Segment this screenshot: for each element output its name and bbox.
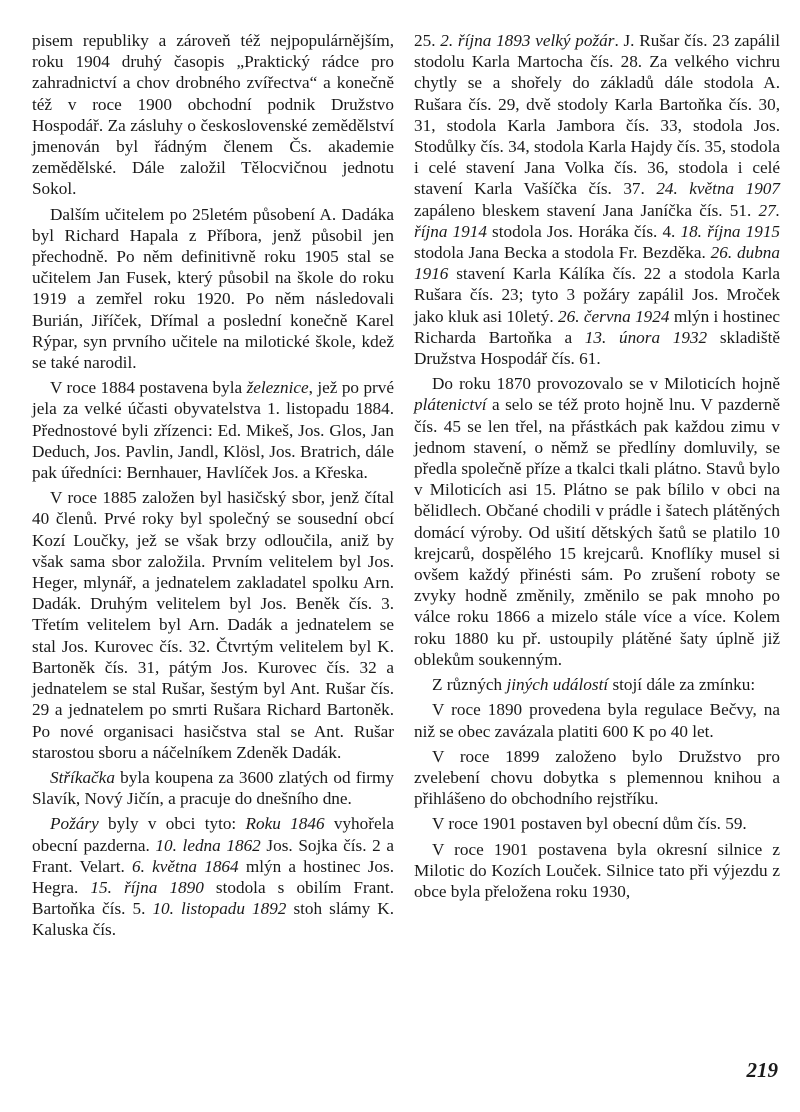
- paragraph: [32, 377, 394, 483]
- paragraph: [414, 699, 780, 741]
- italic-text: Požáry: [50, 814, 99, 834]
- text-run: V roce 1890 provedena byla regulace Bečvy, na niž se obec zavázala platiti 600 K po 40 let.: [414, 700, 780, 741]
- italic-text: 10. listopadu 1892: [152, 899, 287, 919]
- text-run: Dalším učitelem po 25letém působení A. Dadáka byl Richard Hapala z Příbora, jenž působil jen přechodně. Po něm definitivně roku 1905 stal se učitelem Jan Fusek, který působil na škole do roku 1919 a zemřel roku 1920. Po něm následovali Burián, Jiříček, Dřímal a poslední konečně Karel Rýpar, syn prvního učitele na milotické škole, kdež se také narodil.: [32, 204, 394, 373]
- italic-text: 15. října 1890: [90, 877, 204, 897]
- text-run: V roce 1885 založen byl hasičský sbor, jenž čítal 40 členů. Prvé roky byl společný se sousední obcí Kozí Loučky, jež se však brzy odloučila, aniž by však sama sbor založila. Prvním velitelem byl Jos. Heger, mlynář, a jednatelem zakladatel spolku Arn. Dadák. Druhým velitelem byl Jos. Beněk čís. 3. Třetím velitelem byl Arn. Dadák a jednatelem se stal Jos. Kurovec čís. 32. Čtvrtým velitelem byl K. Bartoněk čís. 31, pátým Jos. Kurovec čís. 32 a jednatelem se stal Rušar, šestým byl Ant. Rušar čís. 29 a jednatelem po smrti Rušara Richard Bartoněk. Po nové organisaci hasičstva stal se Ant. Rušar starostou sboru a náčelníkem Zdeněk Dadák.: [32, 488, 394, 762]
- italic-text: 2. října 1893 velký požár: [440, 31, 615, 50]
- text-run: stavení Karla Kálíka čís. 22 a stodola Karla Rušara čís. 23; tyto 3 požáry zapálil Jos. Mroček jako kluk asi 10letý.: [414, 264, 780, 326]
- text-run: stodola Jana Becka a stodola Fr. Bezděka.: [414, 243, 711, 263]
- text-run: stoh slámy K. Kaluska čís.: [32, 899, 394, 940]
- text-run: , jež po prvé jela za velké účasti obyvatelstva 1. listopadu 1884. Přednostové byli zřízenci: Ed. Mikeš, Jos. Glos, Jan Deduch, Jos. Pavlin, Jandl, Klösl, Jos. Bratrich, dále pak úředníci: Bernhauer, Havlíček Jos. a Křeska.: [32, 378, 394, 483]
- text-run: stodola Jos. Horáka čís. 4.: [486, 221, 681, 241]
- paragraph: [414, 674, 780, 695]
- text-run: byla koupena za 3600 zlatých od firmy Slavík, Nový Jičín, a pracuje do dnešního dne.: [32, 767, 394, 809]
- text-run: zapáleno bleskem stavení Jana Janíčka čís. 51.: [414, 200, 759, 220]
- text-run: V roce 1901 postavena byla okresní silnice z Milotic do Kozích Louček. Silnice tato při výjezdu z obce byla přeložena roku 1930,: [414, 839, 780, 901]
- text-run: 25.: [414, 31, 441, 50]
- text-run: V roce 1899 založeno bylo Družstvo pro zvelebení chovu dobytka s plemennou knihou a přihlášeno do obchodního rejstříku.: [414, 746, 780, 809]
- italic-text: plátenictví: [414, 395, 487, 415]
- text-run: a selo se též proto hojně lnu. V pazderně čís. 45 se len třel, na přástkách pak každou zimu v jednom stavení, o němž se předlíny domluvily, se předla společně příze a tkalci tkali plátno. Stavů bylo v Miloticích asi 15. Plátno se pak bílilo v obci na bělidlech. Občané chodili v prádle i šatech plátěných domácí výroby. Od ušití dětských šatů se platilo 10 krejcarů, dospělého 15 krejcarů. Knoflíky musel si ovšem každý přinésti sám. Po zrušení roboty se zvyky hodně změnily, změnilo se pak mnoho po válce roku 1866 a mizelo stále více a více. Kolem roku 1880 ku př. ustoupily plátěné šaty úplně již oblekům soukenným.: [414, 395, 780, 669]
- italic-text: 26. dubna 1916: [414, 243, 780, 284]
- paragraph: [32, 813, 394, 940]
- text-run: Do roku 1870 provozovalo se v Miloticích hojně: [432, 374, 780, 394]
- left-text-column: [32, 30, 394, 945]
- text-run: mlýn i hostinec Richarda Bartoňka a: [414, 306, 780, 347]
- paragraph: [414, 813, 780, 834]
- italic-text: 24. května 1907: [656, 179, 780, 199]
- italic-text: 27. října 1914: [414, 200, 780, 241]
- italic-text: 13. února 1932: [584, 327, 708, 347]
- paragraph: [32, 30, 394, 200]
- italic-text: 6. května 1864: [132, 856, 239, 876]
- text-run: byly v obci tyto:: [98, 814, 246, 834]
- paragraph: [32, 204, 394, 374]
- paragraph: [414, 373, 780, 670]
- paragraph: [32, 487, 394, 763]
- text-run: stojí dále za zmínku:: [608, 675, 756, 695]
- paragraph: [414, 746, 780, 810]
- paragraph: [414, 839, 780, 903]
- italic-text: Roku 1846: [245, 814, 325, 834]
- page-number: 219: [746, 1058, 778, 1082]
- paragraph: [32, 767, 394, 809]
- text-run: Jos. Sojka čís. 2 a Frant. Velart.: [32, 835, 395, 876]
- text-run: mlýn a hostinec Jos. Hegra.: [32, 856, 394, 897]
- text-run: . J. Rušar čís. 23 zapálil stodolu Karla Martocha čís. 28. Za velkého vichru chytly se a shořely do základů dále stodola A. Rušara čís. 29, dvě stodoly Karla Bartoňka čís. 30, 31, stodola Karla Jambora čís. 33, stodola Jos. Stodůlky čís. 34, stodola Karla Hajdy čís. 35, stodola i celé stavení Jana Volka čís. 36, stodola i celé stavení Karla Vašíčka čís. 37.: [414, 31, 780, 199]
- paragraph: [414, 30, 780, 369]
- text-run: vyhořela obecní pazderna.: [32, 814, 394, 855]
- italic-text: železnice: [246, 378, 309, 398]
- text-run: skladiště Družstva Hospodář čís. 61.: [414, 327, 780, 369]
- italic-text: Stříkačka: [50, 767, 115, 787]
- right-text-column: [414, 30, 780, 906]
- italic-text: 18. října 1915: [680, 221, 781, 241]
- text-run: pisem republiky a zároveň též nejpopulárnějším, roku 1904 druhý časopis „Praktický rádce pro zahradnictví a chov drobného zvířectva“ a konečně též v roce 1900 obchodní podnik Družstvo Hospodář. Za zásluhy o československé zemědělství jmenován byl řádným členem Čs. akademie zemědělské. Dále založil Tělocvičnou jednotu Sokol.: [32, 31, 394, 199]
- text-run: V roce 1901 postaven byl obecní dům čís. 59.: [432, 814, 747, 834]
- text-run: stodola s obilím Frant. Bartoňka čís. 5.: [32, 877, 394, 919]
- text-run: V roce 1884 postavena byla: [50, 378, 247, 398]
- text-run: Z různých: [432, 675, 507, 695]
- italic-text: jiných událostí: [506, 675, 609, 695]
- italic-text: 10. ledna 1862: [155, 835, 261, 855]
- italic-text: 26. června 1924: [558, 306, 670, 326]
